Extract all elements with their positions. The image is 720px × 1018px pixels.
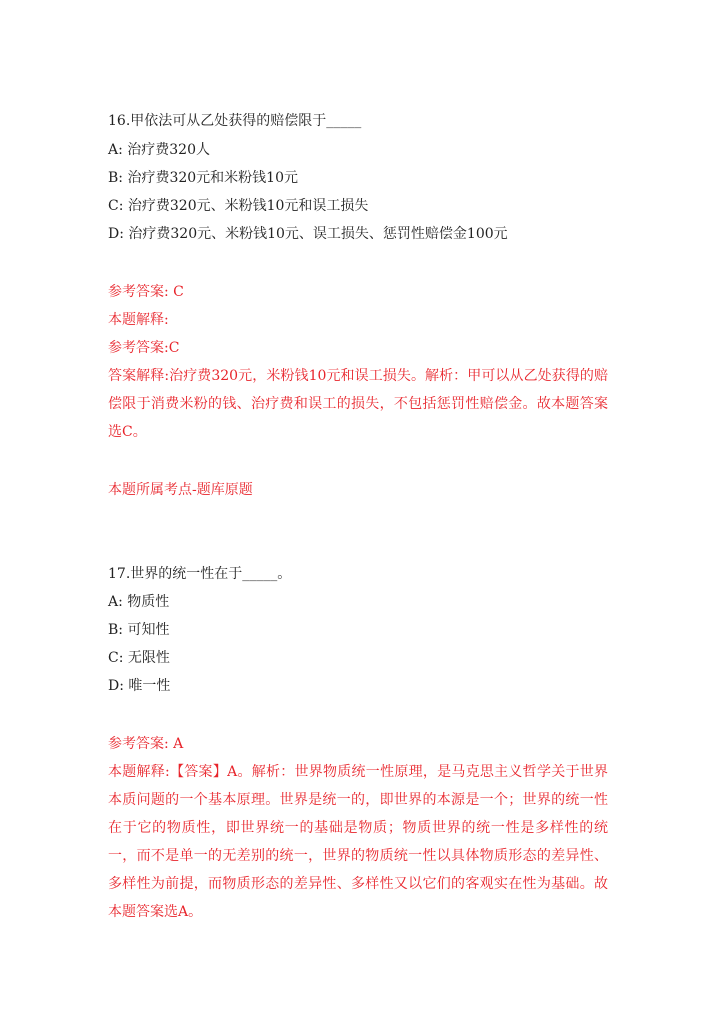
question-17-text: 17.世界的统一性在于_____。 [108,566,292,582]
question-16-text: 16.甲依法可从乙处获得的赔偿限于_____ [108,113,362,129]
question-17-option-b: B: 可知性 [108,622,170,638]
question-17-answer: 参考答案: A [108,736,184,752]
question-16-option-a: A: 治疗费320人 [108,142,210,158]
question-17-option-c: C: 无限性 [108,650,170,666]
question-17-option-a: A: 物质性 [108,594,170,610]
question-16-explanation: 答案解释:治疗费320元，米粉钱10元和误工损失。解析：甲可以从乙处获得的赔偿限于消费米粉的钱、治疗费和误工的损失，不包括惩罚性赔偿金。故本题答案选C。 [108,368,608,440]
question-17-option-d: D: 唯一性 [108,678,171,694]
question-16-answer-repeat: 参考答案:C [108,340,180,356]
question-16-answer: 参考答案: C [108,284,184,300]
question-16-category: 本题所属考点-题库原题 [108,482,253,498]
question-16-option-c: C: 治疗费320元、米粉钱10元和误工损失 [108,198,369,214]
question-16-option-b: B: 治疗费320元和米粉钱10元 [108,170,298,186]
question-17-explanation: 本题解释:【答案】A。解析：世界物质统一性原理，是马克思主义哲学关于世界本质问题的一个基本原理。世界是统一的，即世界的本源是一个；世界的统一性在于它的物质性，即世界统一的基础是物质；物质世界的统一性是多样性的统一，而不是单一的无差别的统一，世界的物质统一性以具体物质形态的差异性、多样性为前提，而物质形态的差异性、多样性又以它们的客观实在性为基础。故本题答案选A。 [108,764,608,920]
question-16-option-d: D: 治疗费320元、米粉钱10元、误工损失、惩罚性赔偿金100元 [108,226,508,242]
question-16-explain-label: 本题解释: [108,312,169,328]
